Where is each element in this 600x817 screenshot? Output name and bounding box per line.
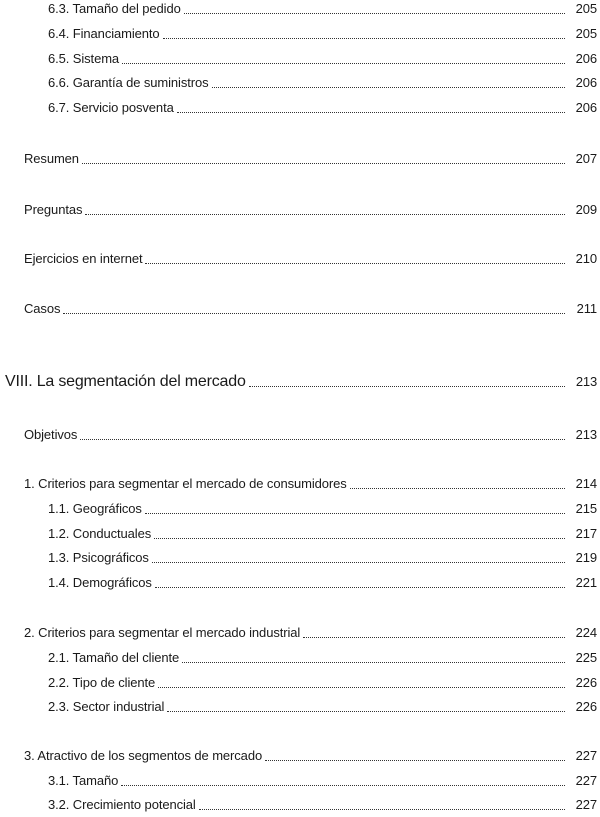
- toc-entry-label: 1. Criterios para segmentar el mercado de consumidores: [24, 476, 347, 491]
- toc-entry: [0, 74, 600, 92]
- toc-entry: [0, 674, 600, 692]
- dot-leader: [85, 214, 565, 215]
- toc-chapter-title: VIII. La segmentación del mercado: [5, 373, 246, 390]
- toc-page-number: 205: [575, 1, 597, 16]
- toc-entry-label: 2.3. Sector industrial: [48, 699, 165, 714]
- dot-leader: [158, 687, 565, 688]
- toc-page-number: 214: [575, 476, 597, 491]
- toc-page-number: 226: [575, 699, 597, 714]
- toc-entry: [0, 574, 600, 592]
- dot-leader: [303, 637, 565, 638]
- toc-entry: [0, 772, 600, 790]
- toc-page-number: 221: [575, 575, 597, 590]
- toc-page-number: 227: [575, 797, 597, 812]
- toc-entry-label: 6.7. Servicio posventa: [48, 100, 174, 115]
- toc-entry-label: 1.2. Conductuales: [48, 526, 152, 541]
- toc-entry-label: Resumen: [24, 151, 79, 166]
- dot-leader: [184, 13, 565, 14]
- toc-entry-label: 6.6. Garantía de suministros: [48, 75, 209, 90]
- toc-entry: [0, 25, 600, 43]
- toc-entry-label: 1.3. Psicográficos: [48, 550, 149, 565]
- toc-page-number: 227: [575, 748, 597, 763]
- toc-entry: [0, 150, 600, 168]
- toc-entry-label: 3.1. Tamaño: [48, 773, 119, 788]
- dot-leader: [350, 488, 565, 489]
- dot-leader: [80, 439, 565, 440]
- toc-entry-label: 3. Atractivo de los segmentos de mercado: [24, 748, 263, 763]
- dot-leader: [182, 662, 565, 663]
- toc-page-number: 211: [576, 301, 597, 316]
- dot-leader: [145, 513, 565, 514]
- dot-leader: [145, 263, 565, 264]
- toc-entry: [0, 500, 600, 518]
- toc-page-number: 210: [575, 251, 597, 266]
- toc-entry-label: 6.3. Tamaño del pedido: [48, 1, 181, 16]
- toc-entry: [0, 549, 600, 567]
- toc-entry-label: 1.4. Demográficos: [48, 575, 152, 590]
- toc-entry: [0, 475, 600, 493]
- toc-page-number: 219: [575, 550, 597, 565]
- toc-entry: [0, 426, 600, 444]
- toc-entry-label: 2. Criterios para segmentar el mercado industrial: [24, 625, 301, 640]
- dot-leader: [199, 809, 565, 810]
- toc-page-number: 225: [575, 650, 597, 665]
- dot-leader: [154, 538, 565, 539]
- toc-entry-label: 2.2. Tipo de cliente: [48, 675, 156, 690]
- toc-entry: [0, 0, 600, 18]
- dot-leader: [167, 711, 565, 712]
- toc-entry: [0, 796, 600, 814]
- dot-leader: [82, 163, 565, 164]
- toc-entry: [0, 624, 600, 642]
- dot-leader: [249, 386, 565, 387]
- toc-page-number: 205: [575, 26, 597, 41]
- toc-entry-label: Preguntas: [24, 202, 83, 217]
- toc-page-number: 207: [575, 151, 597, 166]
- toc-page-number: 209: [575, 202, 597, 217]
- dot-leader: [122, 63, 565, 64]
- toc-page-number: 224: [575, 625, 597, 640]
- toc-page-number: 213: [575, 374, 597, 389]
- toc-entry-label: 6.4. Financiamiento: [48, 26, 160, 41]
- toc-entry-label: 6.5. Sistema: [48, 51, 120, 66]
- toc-chapter-heading: [0, 371, 600, 393]
- dot-leader: [121, 785, 565, 786]
- toc-entry: [0, 649, 600, 667]
- toc-page-number: 217: [575, 526, 597, 541]
- toc-page-number: 215: [575, 501, 597, 516]
- toc-page-number: 206: [575, 100, 597, 115]
- toc-entry-label: 1.1. Geográficos: [48, 501, 142, 516]
- toc-entry-label: Casos: [24, 301, 61, 316]
- dot-leader: [152, 562, 565, 563]
- toc-entry: [0, 698, 600, 716]
- toc-entry-label: Objetivos: [24, 427, 78, 442]
- toc-page-number: 213: [575, 427, 597, 442]
- toc-entry-label: Ejercicios en internet: [24, 251, 143, 266]
- dot-leader: [163, 38, 565, 39]
- toc-page-number: 227: [575, 773, 597, 788]
- dot-leader: [155, 587, 565, 588]
- toc-entry: [0, 300, 600, 318]
- toc-page-number: 206: [575, 51, 597, 66]
- toc-entry: [0, 250, 600, 268]
- dot-leader: [177, 112, 565, 113]
- dot-leader: [265, 760, 565, 761]
- toc-entry: [0, 99, 600, 117]
- toc-page-number: 206: [575, 75, 597, 90]
- toc-entry: [0, 50, 600, 68]
- toc-entry-label: 2.1. Tamaño del cliente: [48, 650, 180, 665]
- toc-entry: [0, 525, 600, 543]
- dot-leader: [63, 313, 565, 314]
- toc-entry: [0, 747, 600, 765]
- toc-page-number: 226: [575, 675, 597, 690]
- toc-entry: [0, 201, 600, 219]
- toc-entry-label: 3.2. Crecimiento potencial: [48, 797, 196, 812]
- dot-leader: [212, 87, 565, 88]
